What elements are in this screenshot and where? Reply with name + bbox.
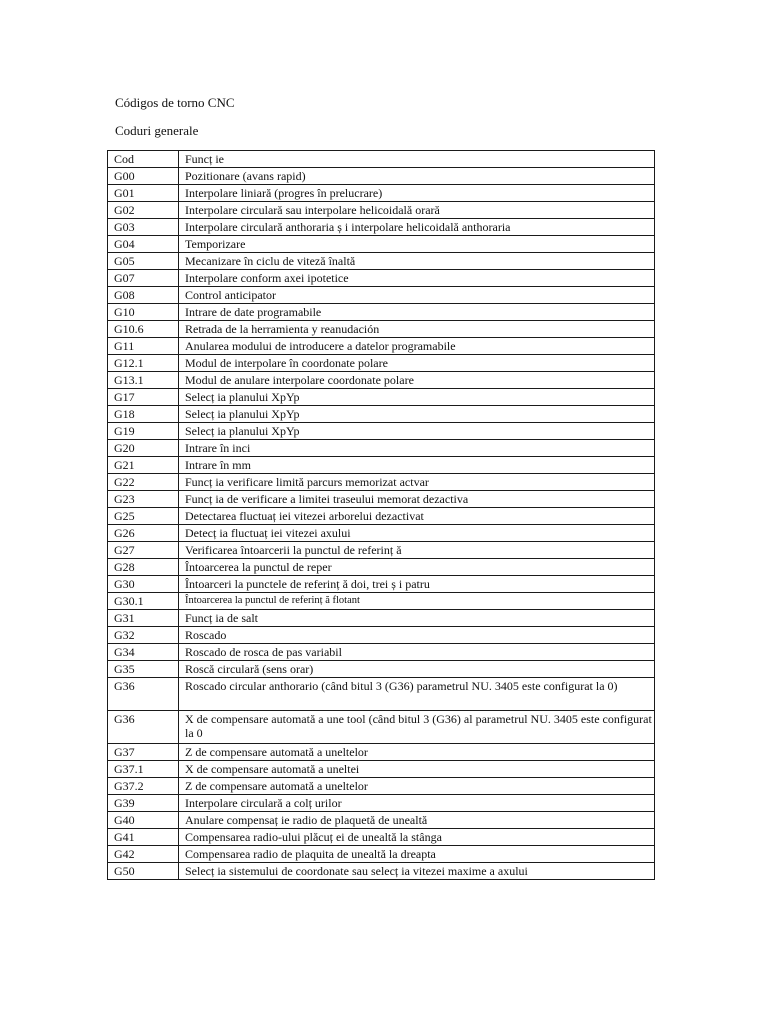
table-row <box>108 321 655 338</box>
table-row <box>108 474 655 491</box>
table-row <box>108 744 655 761</box>
function-cell: Roscă circulară (sens orar) <box>179 661 655 678</box>
function-cell: Roscado <box>179 627 655 644</box>
code-cell: G30.1 <box>108 593 179 610</box>
table-row <box>108 559 655 576</box>
code-cell: G42 <box>108 846 179 863</box>
table-row <box>108 168 655 185</box>
function-cell: Retrada de la herramienta y reanudación <box>179 321 655 338</box>
function-cell: Modul de anulare interpolare coordonate polare <box>179 372 655 389</box>
code-cell: G31 <box>108 610 179 627</box>
table-row <box>108 829 655 846</box>
code-cell: G50 <box>108 863 179 880</box>
code-cell: G13.1 <box>108 372 179 389</box>
table-row <box>108 219 655 236</box>
gcode-table <box>107 150 655 880</box>
code-cell: G41 <box>108 829 179 846</box>
function-cell: Intrare în inci <box>179 440 655 457</box>
code-cell: G07 <box>108 270 179 287</box>
code-cell: G36 <box>108 711 179 744</box>
table-row <box>108 287 655 304</box>
function-cell: Detectarea fluctuaț iei vitezei arborelui dezactivat <box>179 508 655 525</box>
code-cell: G18 <box>108 406 179 423</box>
code-cell: G04 <box>108 236 179 253</box>
table-row <box>108 440 655 457</box>
table-row <box>108 761 655 778</box>
function-cell: X de compensare automată a uneltei <box>179 761 655 778</box>
table-row <box>108 185 655 202</box>
code-cell: G19 <box>108 423 179 440</box>
table-row <box>108 236 655 253</box>
table-row <box>108 389 655 406</box>
function-cell: Roscado de rosca de pas variabil <box>179 644 655 661</box>
code-cell: G10.6 <box>108 321 179 338</box>
function-cell: Anulare compensaț ie radio de plaquetă de unealtă <box>179 812 655 829</box>
function-cell: Întoarceri la punctele de referinț ă doi, trei ș i patru <box>179 576 655 593</box>
code-cell: G28 <box>108 559 179 576</box>
code-cell: G08 <box>108 287 179 304</box>
function-cell: Funcț ia verificare limită parcurs memorizat actvar <box>179 474 655 491</box>
table-row <box>108 508 655 525</box>
code-cell: G36 <box>108 678 179 711</box>
code-cell: G37 <box>108 744 179 761</box>
table-row <box>108 525 655 542</box>
table-row <box>108 423 655 440</box>
function-cell: Funcț ia de salt <box>179 610 655 627</box>
function-cell: Modul de interpolare în coordonate polare <box>179 355 655 372</box>
code-cell: G37.2 <box>108 778 179 795</box>
table-row <box>108 593 655 610</box>
code-cell: G10 <box>108 304 179 321</box>
function-cell: X de compensare automată a une tool (când bitul 3 (G36) al parametrul NU. 3405 este configurat la 0 <box>179 711 655 744</box>
code-cell: G17 <box>108 389 179 406</box>
table-row <box>108 253 655 270</box>
table-row <box>108 542 655 559</box>
code-cell: G05 <box>108 253 179 270</box>
code-cell: G23 <box>108 491 179 508</box>
table-row <box>108 202 655 219</box>
function-cell: Selecț ia sistemului de coordonate sau selecț ia vitezei maxime a axului <box>179 863 655 880</box>
code-cell: G26 <box>108 525 179 542</box>
function-cell: Compensarea radio-ului plăcuț ei de unealtă la stânga <box>179 829 655 846</box>
function-cell: Selecț ia planului XpYp <box>179 389 655 406</box>
code-cell: G00 <box>108 168 179 185</box>
table-row <box>108 644 655 661</box>
function-cell: Interpolare conform axei ipotetice <box>179 270 655 287</box>
code-cell: G40 <box>108 812 179 829</box>
function-cell: Z de compensare automată a uneltelor <box>179 744 655 761</box>
function-cell: Selecț ia planului XpYp <box>179 423 655 440</box>
function-cell: Pozitionare (avans rapid) <box>179 168 655 185</box>
code-cell: G39 <box>108 795 179 812</box>
document-title: Códigos de torno CNC <box>115 95 235 110</box>
table-row <box>108 491 655 508</box>
table-row <box>108 610 655 627</box>
code-cell: G35 <box>108 661 179 678</box>
code-cell: G21 <box>108 457 179 474</box>
function-cell: Întoarcerea la punctul de reper <box>179 559 655 576</box>
table-row <box>108 678 655 711</box>
table-row <box>108 627 655 644</box>
code-cell: G37.1 <box>108 761 179 778</box>
table-row <box>108 661 655 678</box>
code-cell: G25 <box>108 508 179 525</box>
table-row <box>108 270 655 287</box>
table-row <box>108 795 655 812</box>
table-row <box>108 457 655 474</box>
header-function: Funcț ie <box>179 151 655 168</box>
function-cell: Funcț ia de verificare a limitei traseului memorat dezactiva <box>179 491 655 508</box>
code-cell: G12.1 <box>108 355 179 372</box>
table-row <box>108 576 655 593</box>
table-row <box>108 372 655 389</box>
function-cell: Interpolare circulară anthoraria ș i interpolare helicoidală anthoraria <box>179 219 655 236</box>
table-row <box>108 406 655 423</box>
code-cell: G11 <box>108 338 179 355</box>
function-cell: Z de compensare automată a uneltelor <box>179 778 655 795</box>
gcode-table-body <box>108 151 655 880</box>
table-header-row <box>108 151 655 168</box>
function-cell: Compensarea radio de plaquita de unealtă la dreapta <box>179 846 655 863</box>
function-cell: Detecț ia fluctuaț iei vitezei axului <box>179 525 655 542</box>
function-cell: Verificarea întoarcerii la punctul de referinț ă <box>179 542 655 559</box>
code-cell: G27 <box>108 542 179 559</box>
code-cell: G01 <box>108 185 179 202</box>
code-cell: G30 <box>108 576 179 593</box>
table-row <box>108 812 655 829</box>
function-cell: Roscado circular anthorario (când bitul 3 (G36) parametrul NU. 3405 este configurat la 0) <box>179 678 655 711</box>
code-cell: G34 <box>108 644 179 661</box>
code-cell: G22 <box>108 474 179 491</box>
table-row <box>108 304 655 321</box>
table-row <box>108 711 655 744</box>
function-cell: Control anticipator <box>179 287 655 304</box>
table-row <box>108 846 655 863</box>
function-cell: Mecanizare în ciclu de viteză înaltă <box>179 253 655 270</box>
function-cell: Selecț ia planului XpYp <box>179 406 655 423</box>
code-cell: G32 <box>108 627 179 644</box>
table-row <box>108 778 655 795</box>
table-row <box>108 355 655 372</box>
function-cell: Interpolare circulară a colț urilor <box>179 795 655 812</box>
function-cell: Întoarcerea la punctul de referinț ă flotant <box>179 593 655 610</box>
code-cell: G20 <box>108 440 179 457</box>
code-cell: G03 <box>108 219 179 236</box>
code-cell: G02 <box>108 202 179 219</box>
function-cell: Intrare în mm <box>179 457 655 474</box>
table-row <box>108 338 655 355</box>
header-code: Cod <box>108 151 179 168</box>
function-cell: Anularea modului de introducere a datelor programabile <box>179 338 655 355</box>
function-cell: Intrare de date programabile <box>179 304 655 321</box>
section-heading: Coduri generale <box>115 123 199 138</box>
table-row <box>108 863 655 880</box>
function-cell: Interpolare circulară sau interpolare helicoidală orară <box>179 202 655 219</box>
function-cell: Interpolare liniară (progres în prelucrare) <box>179 185 655 202</box>
function-cell: Temporizare <box>179 236 655 253</box>
